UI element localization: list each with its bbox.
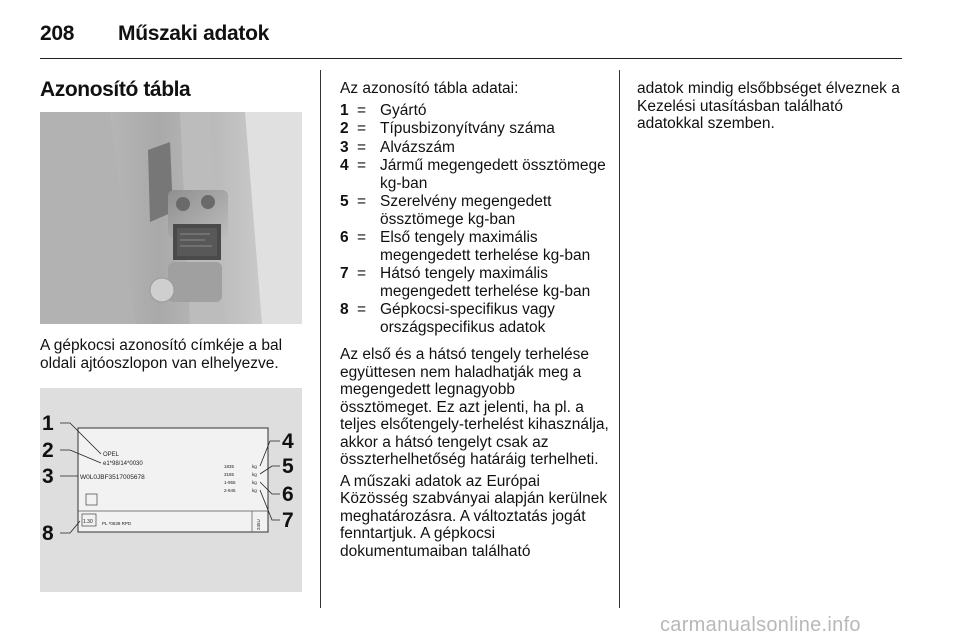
paragraph-standards: A műszaki adatok az Európai Közösség szabványai alapján kerülnek meghatározásra. A változtatás jogát fenntartjuk. A gépkocsi dokumentumaiban található bbox=[340, 472, 608, 560]
legend-item-6 bbox=[340, 229, 610, 264]
plate-maker: OPEL bbox=[103, 452, 120, 458]
plate-bottom-code: PL *0538 RPD bbox=[102, 521, 132, 526]
callout-5: 5 bbox=[282, 455, 294, 478]
plate-unit-1: kg bbox=[252, 464, 257, 469]
page-number: 208 bbox=[40, 22, 75, 45]
plate-unit-3: kg bbox=[252, 480, 257, 485]
legend-text: Típusbizonyítvány száma bbox=[380, 120, 555, 137]
plate-approval: e1*98/14*0030 bbox=[103, 461, 143, 467]
legend-text: Jármű megengedett össztömege kg-ban bbox=[380, 157, 606, 192]
legend-text: Alvázszám bbox=[380, 138, 455, 156]
watermark: carmanualsonline.info bbox=[660, 614, 861, 636]
plate-side-code: 245U bbox=[256, 519, 261, 530]
callout-7: 7 bbox=[282, 509, 294, 532]
callout-8: 8 bbox=[42, 522, 54, 545]
legend-num: 3 bbox=[340, 138, 349, 156]
legend-num: 6 bbox=[340, 229, 349, 246]
legend-text: Gyártó bbox=[380, 101, 427, 119]
plate-vin: W0L0JBF3517005678 bbox=[80, 474, 145, 481]
legend-item-1 bbox=[340, 102, 610, 120]
legend-eq: = bbox=[357, 265, 367, 282]
photo-caption: A gépkocsi azonosító címkéje a bal oldali ajtóoszlopon van elhelyezve. bbox=[40, 337, 283, 372]
callout-4: 4 bbox=[282, 430, 294, 453]
legend-text: Hátsó tengely maximális megengedett terhelése kg-ban bbox=[380, 265, 591, 300]
legend-item-3 bbox=[340, 139, 610, 157]
legend-num: 4 bbox=[340, 157, 349, 174]
plate-weight-2: 3185 bbox=[224, 472, 235, 477]
legend-item-7 bbox=[340, 265, 610, 300]
legend-num: 5 bbox=[340, 193, 349, 210]
legend-column bbox=[340, 80, 610, 564]
legend-eq: = bbox=[357, 138, 367, 156]
legend-text: Gépkocsi-specifikus vagy országspecifikus adatok bbox=[380, 301, 555, 336]
column-divider-2 bbox=[619, 70, 620, 608]
plate-code-box: 1.30 bbox=[83, 519, 93, 525]
callout-3: 3 bbox=[42, 465, 54, 488]
plate-weight-1: 1835 bbox=[224, 464, 235, 469]
plate-weight-3: 1-955 bbox=[224, 480, 236, 485]
legend-list bbox=[340, 102, 610, 337]
plate-weight-4: 2-945 bbox=[224, 488, 236, 493]
paragraph-axle-load: Az első és a hátsó tengely terhelése együttesen nem haladhatják meg a megengedett legnagyobb össztömeget. Ez azt jelenti, ha pl. a teljes elsőtengely-terhelést kihasználja, akkor a hátsó tengelyt csak az összterhelhetőség határáig terhelheti. bbox=[340, 346, 609, 468]
legend-intro: Az azonosító tábla adatai: bbox=[340, 80, 519, 97]
legend-eq: = bbox=[357, 120, 367, 137]
page-heading: Azonosító tábla bbox=[40, 78, 191, 101]
continuation-column bbox=[637, 80, 907, 137]
legend-text: Szerelvény megengedett össztömege kg-ban bbox=[380, 193, 552, 228]
legend-eq: = bbox=[357, 157, 367, 174]
plate-unit-4: kg bbox=[252, 488, 257, 493]
callout-6: 6 bbox=[282, 483, 294, 506]
plate-unit-2: kg bbox=[252, 472, 257, 477]
label-plate-diagram bbox=[40, 388, 302, 592]
legend-eq: = bbox=[357, 101, 367, 119]
legend-item-2 bbox=[340, 120, 610, 138]
callout-1: 1 bbox=[42, 412, 54, 435]
paragraph-continuation: adatok mindig elsőbbséget élveznek a Kezelési utasításban található adatokkal szemben. bbox=[637, 80, 900, 132]
legend-item-5 bbox=[340, 193, 610, 228]
callout-2: 2 bbox=[42, 439, 54, 462]
legend-eq: = bbox=[357, 193, 367, 210]
legend-num: 8 bbox=[340, 301, 349, 318]
legend-num: 7 bbox=[340, 265, 349, 282]
section-title: Műszaki adatok bbox=[118, 22, 270, 45]
legend-text: Első tengely maximális megengedett terhelése kg-ban bbox=[380, 229, 591, 264]
header-rule bbox=[40, 58, 902, 59]
legend-num: 2 bbox=[340, 120, 349, 137]
legend-item-8 bbox=[340, 301, 610, 336]
legend-num: 1 bbox=[340, 101, 349, 119]
legend-eq: = bbox=[357, 229, 367, 246]
door-pillar-photo bbox=[40, 112, 302, 324]
legend-eq: = bbox=[357, 301, 367, 318]
column-divider-1 bbox=[320, 70, 321, 608]
legend-item-4 bbox=[340, 157, 610, 192]
